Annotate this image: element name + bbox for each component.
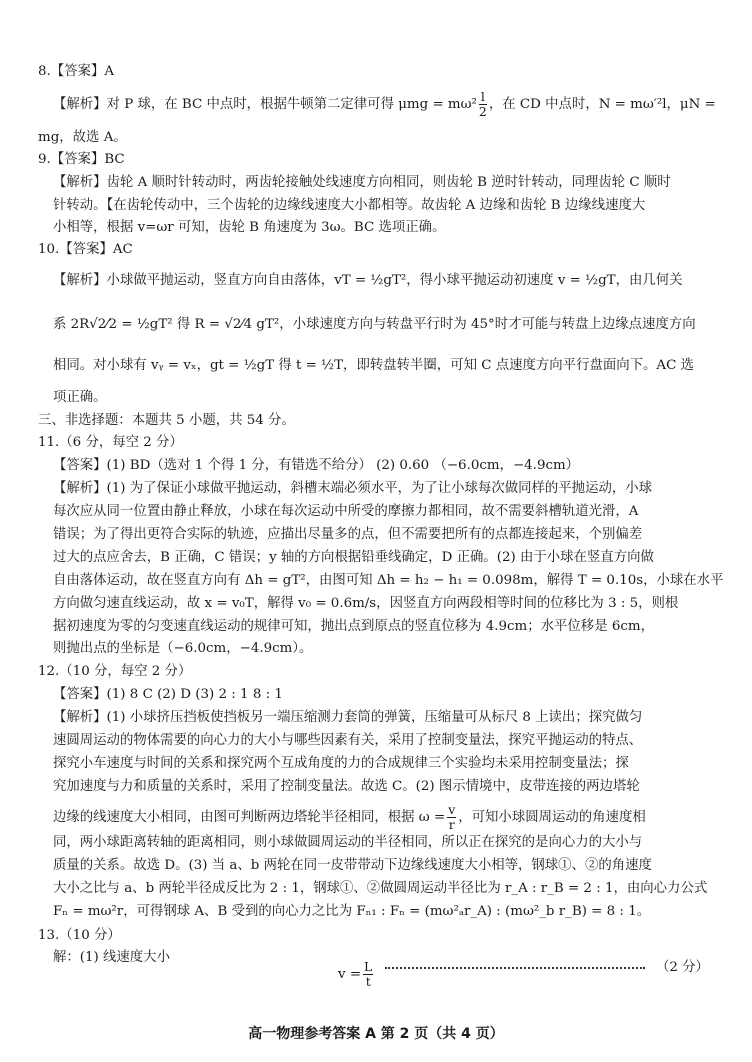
q11-analysis-line6: 方向做匀速直线运动，故 x = v₀T，解得 v₀ = 0.6m/s，因竖直方向两段相等时间的位移比为 3 : 5，则根 [53,596,679,611]
q8-analysis-line1 [53,90,716,119]
q11-analysis-line2: 每次应从同一位置由静止释放，小球在每次运动中所受的摩擦力都相同，故不需要斜槽轨道光滑，A [53,504,639,519]
q10-analysis-line1: 【解析】小球做平抛运动，竖直方向自由落体，vT = ½gT²，得小球平抛运动初速度 v = ½gT，由几何关 [53,273,683,288]
q11-answer: 【答案】(1) BD（选对 1 个得 1 分，有错选不给分） (2) 0.60 （−6.0cm，−4.9cm） [53,458,580,473]
q8-answer: 8.【答案】A [38,64,115,79]
q12-fraction [447,803,456,832]
q9-analysis-line1: 【解析】齿轮 A 顺时针转动时，两齿轮接触处线速度方向相同，则齿轮 B 逆时针转动，同理齿轮 C 顺时 [53,175,671,190]
section-3-heading: 三、非选择题：本题共 5 小题，共 54 分。 [38,413,295,428]
q11-analysis-line3: 错误；为了得出更符合实际的轨迹，应描出尽量多的点，但不需要把所有的点都连接起来，个别偏差 [53,527,643,542]
q13-heading: 13.（10 分） [38,928,121,943]
q8-fraction [479,90,487,119]
q12-analysis-line1: 【解析】(1) 小球挤压挡板使挡板另一端压缩测力套筒的弹簧，压缩量可从标尺 8 上读出；探究做匀 [53,710,643,725]
q11-analysis-line1: 【解析】(1) 为了保证小球做平抛运动，斜槽末端必须水平，为了让小球每次做同样的平抛运动，小球 [53,481,653,496]
q8-analysis-text-b: ，在 CD 中点时，N = mω′²l，μN = [488,96,716,112]
fraction-numerator: L [364,959,373,974]
fraction-denominator: t [365,973,371,989]
q12-analysis-line4: 究加速度与力和质量的关系时，采用了控制变量法。故选 C。(2) 图示情境中，皮带连接的两边塔轮 [53,779,640,794]
q10-analysis-line3: 相同。对小球有 vᵧ = vₓ，gt = ½gT 得 t = ½T，即转盘转半圈，可知 C 点速度方向平行盘面向下。AC 选 [53,358,694,373]
q13-solution: 解：(1) 线速度大小 [53,950,170,965]
fraction-denominator: 2 [478,103,487,119]
q12-analysis-line5 [53,803,646,832]
q12-analysis-line8: 大小之比与 a、b 两轮半径成反比为 2 : 1，钢球①、②做圆周运动半径比为 r_A : r_B = 2 : 1，由向心力公式 [53,881,708,896]
q12-line5-text-b: ，可知小球圆周运动的角速度相 [458,809,646,825]
q12-answer: 【答案】(1) 8 C (2) D (3) 2 : 1 8 : 1 [53,687,283,702]
fraction-denominator: r [448,816,455,832]
q12-line5-text-a: 边缘的线速度大小相同，由图可判断两边塔轮半径相同，根据 ω = [53,809,446,825]
q9-analysis-line3: 小相等，根据 v=ωr 可知，齿轮 B 角速度为 3ω。BC 选项正确。 [53,220,446,235]
q12-analysis-line3: 探究小车速度与时间的关系和探究两个互成角度的力的合成规律三个实验均未采用控制变量法；探 [53,756,629,771]
q13-score: （2 分） [656,960,709,975]
q12-analysis-line7: 质量的关系。故选 D。(3) 当 a、b 两轮在同一皮带带动下边缘线速度大小相等，钢球①、②的角速度 [53,858,652,873]
q9-answer: 9.【答案】BC [38,152,125,167]
q8-analysis-line2: mg，故选 A。 [38,130,127,145]
q11-analysis-line5: 自由落体运动，故在竖直方向有 Δh = gT²，由图可知 Δh = h₂ − h₁ = 0.098m，解得 T = 0.10s，小球在水平 [53,573,724,588]
fraction-numerator: v [448,802,456,817]
q12-analysis-line9: Fₙ = mω²r，可得钢球 A、B 受到的向心力之比为 Fₙ₁ : Fₙ = (mω²ₐr_A) : (mω²_b r_B) = 8 : 1。 [53,904,651,919]
q12-analysis-line6: 同，两小球距离转轴的距离相同，则小球做圆周运动的半径相同，所以正在探究的是向心力的大小与 [53,835,643,850]
q8-analysis-text-a: 【解析】对 P 球，在 BC 中点时，根据牛顿第二定律可得 μmg = mω² [53,96,477,112]
q11-analysis-line7: 据初速度为零的匀变速直线运动的规律可知，抛出点到原点的竖直位移为 4.9cm；水平位移是 6cm， [53,619,654,634]
dotted-leader [385,967,645,969]
q13-equation [338,960,375,989]
page-footer: 高一物理参考答案 A 第 2 页（共 4 页） [248,1026,504,1042]
q10-analysis-line4: 项正确。 [53,390,107,405]
q12-analysis-line2: 速圆周运动的物体需要的向心力的大小与哪些因素有关，采用了控制变量法，探究平抛运动的特点、 [53,733,643,748]
q11-heading: 11.（6 分，每空 2 分） [38,435,183,450]
q10-analysis-line2: 系 2R√2⁄2 = ½gT² 得 R = √2⁄4 gT²，小球速度方向与转盘平行时为 45°时才可能与转盘上边缘点速度方向 [53,317,696,332]
q12-heading: 12.（10 分，每空 2 分） [38,664,192,679]
q13-fraction [363,960,373,989]
q11-analysis-line8: 则抛出点的坐标是（−6.0cm，−4.9cm）。 [53,641,313,656]
q10-answer: 10.【答案】AC [38,242,133,257]
q11-analysis-line4: 过大的点应舍去，B 正确，C 错误；y 轴的方向根据铅垂线确定，D 正确。(2) 由于小球在竖直方向做 [53,550,654,565]
q13-eq-left: v = [338,966,362,982]
q9-analysis-line2: 针转动。【在齿轮传动中，三个齿轮的边缘线速度大小都相等。故齿轮 A 边缘和齿轮 B 边缘线速度大 [53,198,646,213]
fraction-numerator: l [480,89,485,104]
